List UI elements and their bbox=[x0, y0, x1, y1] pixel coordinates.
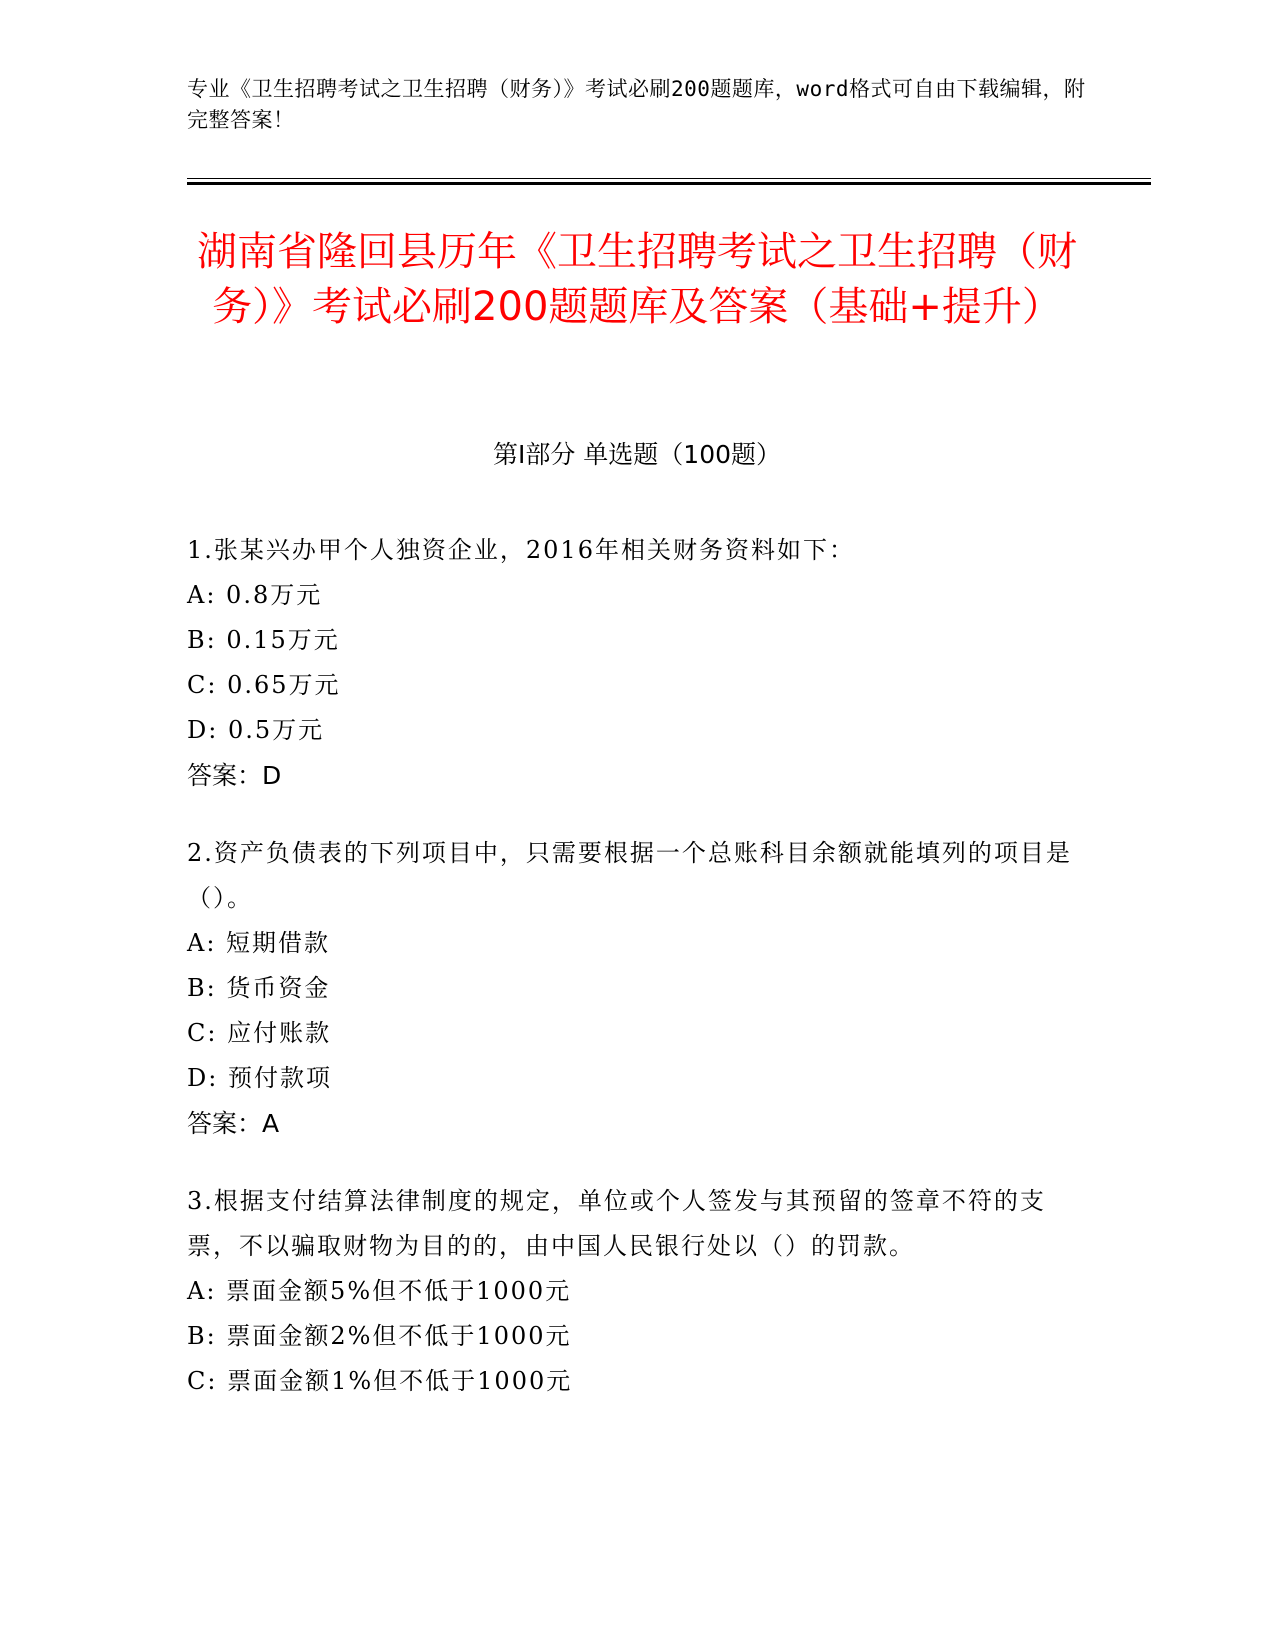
option-d: D: 0.5万元 bbox=[187, 716, 325, 744]
question-stem: 1.张某兴办甲个人独资企业，2016年相关财务资料如下： bbox=[187, 536, 855, 564]
option-b: B: 货币资金 bbox=[187, 974, 331, 1002]
option-c: C: 票面金额1%但不低于1000元 bbox=[187, 1367, 573, 1395]
option-c: C: 0.65万元 bbox=[187, 671, 341, 699]
question-list bbox=[187, 528, 1087, 1437]
document-title: 湖南省隆回县历年《卫生招聘考试之卫生招聘（财务）》考试必刷200题题库及答案（基础+提升） bbox=[197, 229, 1077, 330]
question-stem: 3.根据支付结算法律制度的规定，单位或个人签发与其预留的签章不符的支票，不以骗取财物为目的的，由中国人民银行处以（）的罚款。 bbox=[187, 1187, 1046, 1260]
option-b: B: 0.15万元 bbox=[187, 626, 340, 654]
question-item bbox=[187, 831, 1087, 1146]
option-c: C: 应付账款 bbox=[187, 1019, 332, 1047]
option-a: A: 短期借款 bbox=[187, 929, 331, 957]
answer-line: 答案：A bbox=[187, 1109, 280, 1138]
option-d: D: 预付款项 bbox=[187, 1064, 332, 1092]
header-note: 专业《卫生招聘考试之卫生招聘（财务）》考试必刷200题题库，word格式可自由下载编辑，附完整答案！ bbox=[187, 77, 1086, 132]
question-stem: 2.资产负债表的下列项目中，只需要根据一个总账科目余额就能填列的项目是（）。 bbox=[187, 839, 1072, 912]
question-item bbox=[187, 1179, 1087, 1404]
header-divider-thick bbox=[187, 182, 1151, 185]
question-item bbox=[187, 528, 1087, 798]
section-heading: 第I部分 单选题（100题） bbox=[492, 440, 782, 469]
option-a: A: 票面金额5%但不低于1000元 bbox=[187, 1277, 572, 1305]
answer-line: 答案：D bbox=[187, 761, 282, 790]
header-divider-thin bbox=[187, 178, 1151, 179]
option-b: B: 票面金额2%但不低于1000元 bbox=[187, 1322, 572, 1350]
option-a: A: 0.8万元 bbox=[187, 581, 323, 609]
